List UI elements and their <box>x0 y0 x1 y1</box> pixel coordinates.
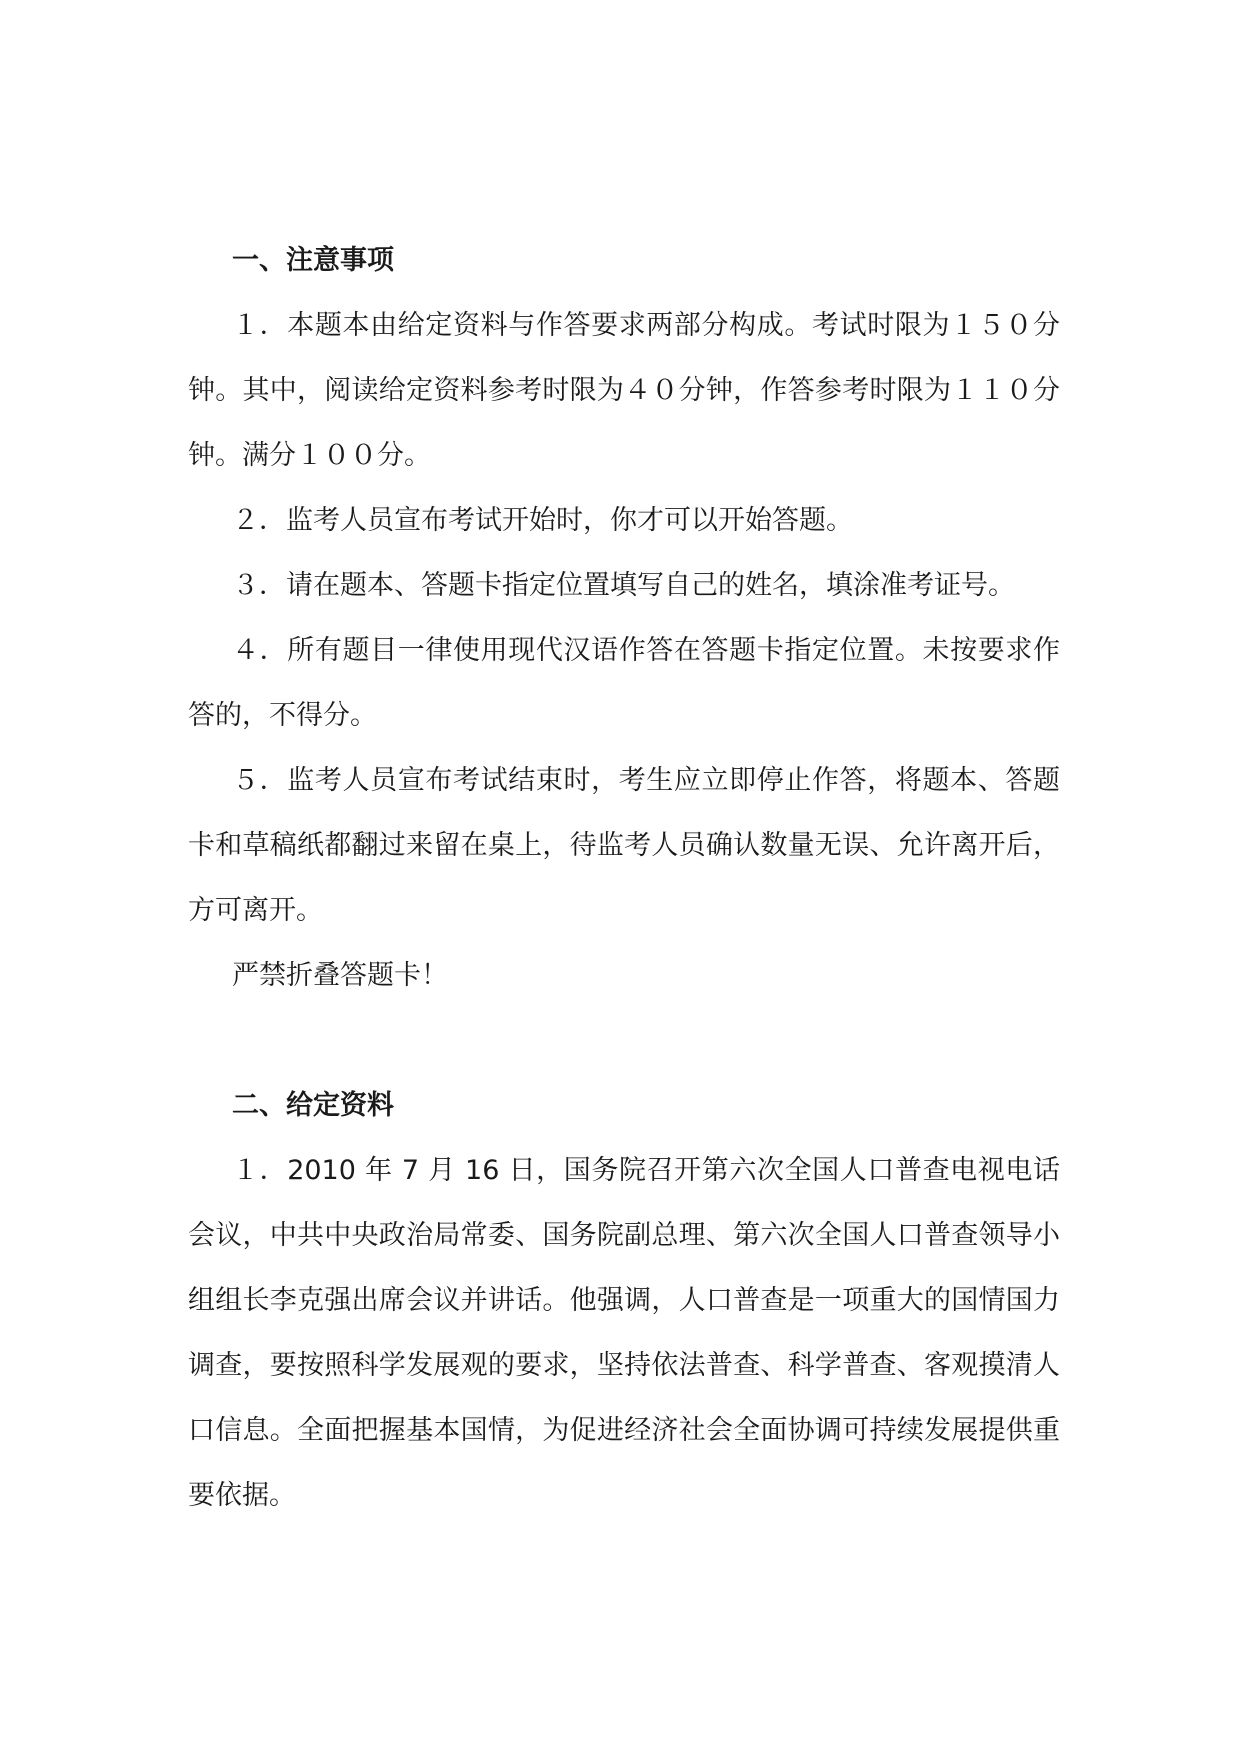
notes-item-3: ３．请在题本、答题卡指定位置填写自己的姓名，填涂准考证号。 <box>232 570 1015 601</box>
section-spacer <box>188 1008 1060 1073</box>
notes-item-5: ５．监考人员宣布考试结束时，考生应立即停止作答，将题本、答题卡和草稿纸都翻过来留在桌上，待监考人员确认数量无误、允许离开后，方可离开。 <box>188 765 1060 926</box>
materials-item-1: １．2010 年 7 月 16 日，国务院召开第六次全国人口普查电视电话会议，中共中央政治局常委、国务院副总理、第六次全国人口普查领导小组组长李克强出席会议并讲话。他强调，人口普查是一项重大的国情国力调查，要按照科学发展观的要求，坚持依法普查、科学普查、客观摸清人口信息。全面把握基本国情，为促进经济社会全面协调可持续发展提供重要依据。 <box>188 1155 1060 1511</box>
document-page <box>188 228 1060 1528</box>
notes-item-1: １．本题本由给定资料与作答要求两部分构成。考试时限为１５０分钟。其中，阅读给定资料参考时限为４０分钟，作答参考时限为１１０分钟。满分１００分。 <box>188 310 1060 471</box>
notes-warning: 严禁折叠答题卡！ <box>232 960 448 991</box>
notes-item-4: ４．所有题目一律使用现代汉语作答在答题卡指定位置。未按要求作答的，不得分。 <box>188 635 1060 731</box>
notes-item-2: ２．监考人员宣布考试开始时，你才可以开始答题。 <box>232 505 853 536</box>
section-heading-notes: 一、注意事项 <box>232 245 394 276</box>
section-heading-materials: 二、给定资料 <box>232 1090 394 1121</box>
